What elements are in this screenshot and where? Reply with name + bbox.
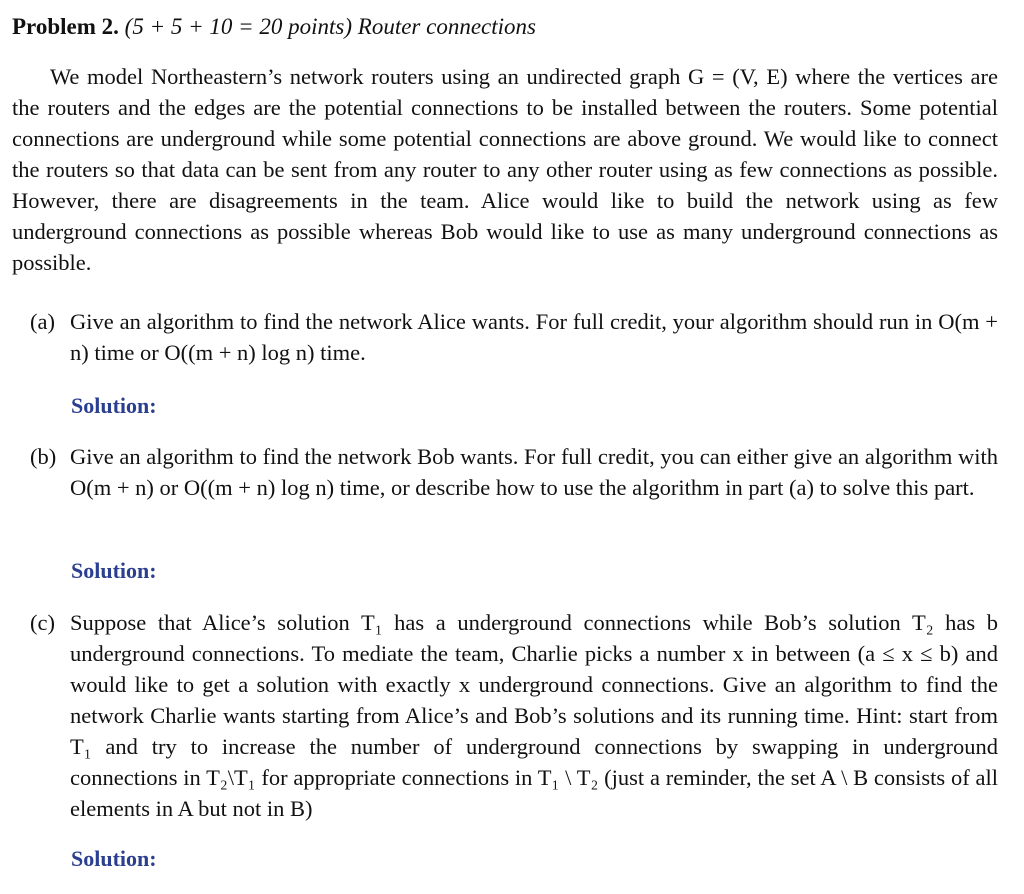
part-a — [30, 306, 998, 368]
problem-points: (5 + 5 + 10 = 20 points) Router connections — [124, 14, 536, 39]
part-b-text: Give an algorithm to find the network Bob wants. For full credit, you can either give an algorithm with O(m + n) or O((m + n) log n) time, or describe how to use the algorithm in part (a) to solve this part. — [70, 444, 998, 500]
part-c-label: (c) — [30, 610, 55, 635]
part-c-text: Suppose that Alice’s solution T₁ has a underground connections while Bob’s solution T₂ has b underground connections. To mediate the team, Charlie picks a number x in between (a ≤ x ≤ b) and would like to get a solution with exactly x underground connections. Give an algorithm to find the network Charlie wants starting from Alice’s and Bob’s solutions and its running time. Hint: start from T₁ and try to increase the number of underground connections by swapping in underground connections in T₂\T₁ for appropriate connections in T₁ \ T₂ (just a reminder, the set A \ B consists of all elements in A but not in B) — [70, 610, 998, 821]
part-c — [30, 607, 998, 824]
problem-label: Problem 2. — [12, 14, 119, 39]
part-a-solution-label: Solution: — [71, 393, 157, 418]
problem-heading — [12, 14, 536, 40]
part-b-label: (b) — [30, 444, 57, 469]
part-b-solution-label: Solution: — [71, 558, 157, 583]
problem-intro: We model Northeastern’s network routers using an undirected graph G = (V, E) where the vertices are the routers and the edges are the potential connections to be installed between the routers. Some potential connections are underground while some potential connections are above ground. We would like to connect the routers so that data can be sent from any router to any other router using as few connections as possible. However, there are disagreements in the team. Alice would like to build the network using as few underground connections as possible whereas Bob would like to use as many underground connections as possible. — [12, 64, 998, 275]
part-b — [30, 441, 998, 503]
part-c-solution-label: Solution: — [71, 846, 157, 871]
part-a-text: Give an algorithm to find the network Alice wants. For full credit, your algorithm should run in O(m + n) time or O((m + n) log n) time. — [70, 309, 998, 365]
part-a-label: (a) — [30, 309, 55, 334]
